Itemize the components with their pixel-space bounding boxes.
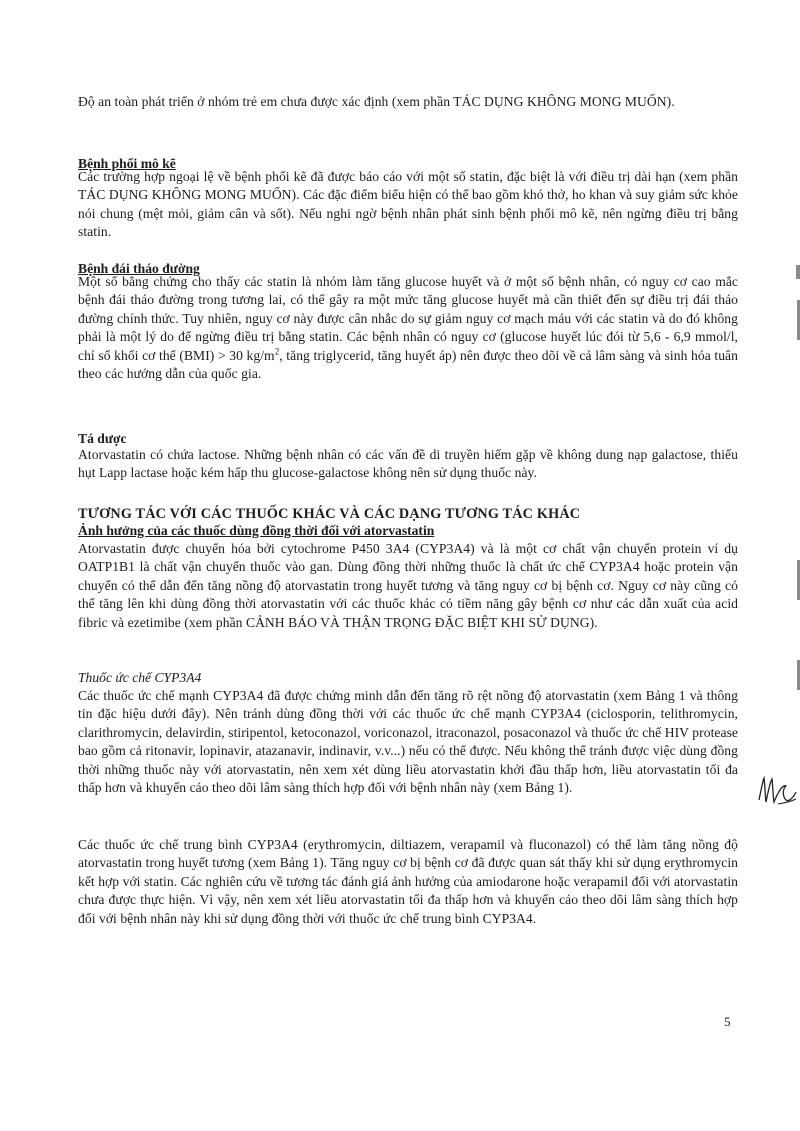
diabetes-paragraph (78, 273, 738, 383)
diabetes-text-part-1: Một số bằng chứng cho thấy các statin là nhóm làm tăng glucose huyết và ở một số bệnh nhân, có nguy cơ cao mắc bệnh đái tháo đường trong tương lai, có thể gây ra một mức tăng glucose huyết mà cần thiết đến sự điều trị đái tháo đường chính thức. Tuy nhiên, nguy cơ này được cân nhắc do sự giảm nguy cơ mạch máu với các statin và do đó không phải là một lý do để ngừng điều trị bằng statin. Các bệnh nhân có nguy cơ (glucose huyết lúc đói từ 5,6 - 6,9 mmol/l, chỉ số khối cơ thể (BMI) > 30 kg/m (78, 274, 738, 363)
subheading-concomitant-drugs: Ảnh hưởng của các thuốc dùng đồng thời đối với atorvastatin (78, 523, 435, 538)
interstitial-lung-disease-paragraph: Các trường hợp ngoại lệ về bệnh phổi kẽ đã được báo cáo với một số statin, đặc biệt là với điều trị dài hạn (xem phần TÁC DỤNG KHÔNG MONG MUỐN). Các đặc điểm biểu hiện có thể bao gồm khó thở, ho khan và suy giảm sức khỏe nói chung (mệt mỏi, giảm cân và sốt). Nếu nghi ngờ bệnh nhân phát sinh bệnh phổi mô kẽ, nên ngừng điều trị bằng statin. (78, 169, 738, 240)
section-title-interactions: TƯƠNG TÁC VỚI CÁC THUỐC KHÁC VÀ CÁC DẠNG TƯƠNG TÁC KHÁC (78, 506, 581, 522)
excipients-paragraph: Atorvastatin có chứa lactose. Những bệnh nhân có các vấn đề di truyền hiếm gặp về không dung nạp galactose, thiếu hụt Lapp lactase hoặc kém hấp thu glucose-galactose không nên sử dụng thuốc này. (78, 447, 738, 481)
diabetes-text-part-2: , tăng triglycerid, tăng huyết áp) nên được theo dõi về cả lâm sàng và sinh hóa tuân theo các hướng dẫn của quốc gia. (78, 347, 738, 382)
page-number: 5 (724, 1014, 731, 1029)
heading-interstitial-lung-disease: Bệnh phổi mô kẽ (78, 156, 176, 171)
superscript-2: 2 (274, 346, 280, 357)
intro-paragraph: Độ an toàn phát triển ở nhóm trẻ em chưa được xác định (xem phần TÁC DỤNG KHÔNG MONG MUỐN). (78, 94, 675, 109)
cyp3a4-moderate-inhibitors-paragraph: Các thuốc ức chế trung bình CYP3A4 (erythromycin, diltiazem, verapamil và fluconazol) có thể làm tăng nồng độ atorvastatin trong huyết tương (xem Bảng 1). Tăng nguy cơ bị bệnh cơ đã được quan sát thấy khi sử dụng erythromycin kết hợp với statin. Các nghiên cứu về tương tác đánh giá ảnh hưởng của amiodarone hoặc verapamil đối với atorvastatin chưa được thực hiện. Vì vậy, nên xem xét liều atorvastatin tối đa thấp hơn và khuyến cáo theo dõi lâm sàng thích hợp đối với bệnh nhân này khi sử dụng đồng thời với thuốc ức chế trung bình CYP3A4. (78, 837, 738, 926)
heading-excipients: Tá dược (78, 431, 127, 446)
handwritten-initials (756, 772, 798, 808)
heading-diabetes: Bệnh đái tháo đường (78, 261, 200, 276)
cyp3a4-strong-inhibitors-paragraph: Các thuốc ức chế mạnh CYP3A4 đã được chứng minh dẫn đến tăng rõ rệt nồng độ atorvastatin (xem Bảng 1 và thông tin đặc hiệu dưới đây). Nên tránh dùng đồng thời với các thuốc ức chế mạnh CYP3A4 (ciclosporin, telithromycin, clarithromycin, delavirdin, stiripentol, ketoconazol, voriconazol, itraconazol, posaconazol và thuốc ức chế HIV protease bao gồm cả ritonavir, lopinavir, atazanavir, indinavir, v.v...) nếu có thể được. Nếu không thể tránh được việc dùng đồng thời những thuốc này với atorvastatin, nên xem xét dùng liều atorvastatin khởi đầu thấp hơn, liều atorvastatin tối đa thấp hơn và khuyến cáo theo dõi lâm sàng thích hợp đối với bệnh nhân này (xem Bảng 1). (78, 688, 738, 796)
scan-edge-mark (796, 265, 800, 279)
heading-cyp3a4-inhibitors: Thuốc ức chế CYP3A4 (78, 670, 202, 685)
interactions-paragraph: Atorvastatin được chuyển hóa bởi cytochrome P450 3A4 (CYP3A4) và là một cơ chất vận chuyển protein ví dụ OATP1B1 là chất vận chuyển thuốc vào gan. Dùng đồng thời những thuốc là chất ức chế CYP3A4 hoặc protein vận chuyển có thể dẫn đến tăng nồng độ atorvastatin trong huyết tương và tăng nguy cơ bị bệnh cơ. Nguy cơ này cũng có thể tăng lên khi dùng đồng thời atorvastatin với các thuốc khác có tiềm năng gây bệnh cơ như các dẫn xuất của acid fibric và ezetimibe (xem phần CẢNH BÁO VÀ THẬN TRỌNG ĐẶC BIỆT KHI SỬ DỤNG). (78, 541, 738, 630)
